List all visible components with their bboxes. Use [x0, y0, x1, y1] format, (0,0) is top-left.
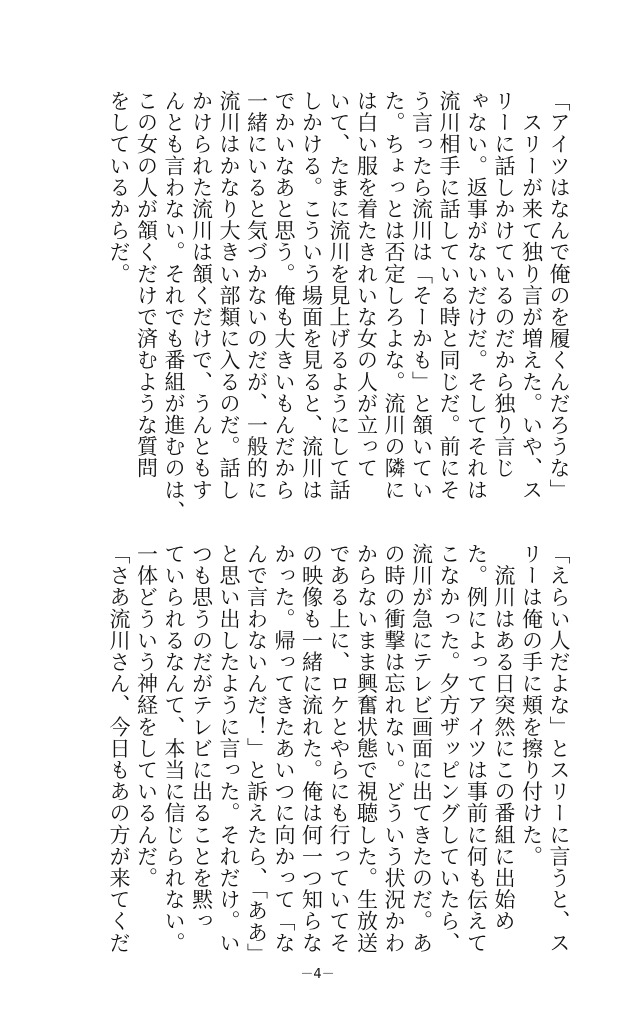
text-column: 「えらい人だよな」とスリーに言うと、ス: [547, 543, 571, 954]
text-column: でかいなあと思う。俺も大きいもんだから: [272, 90, 296, 501]
text-column: 「アイツはなんで俺のを履くんだろうな」: [547, 90, 571, 501]
text-column: 流川相手に話している時と同じだ。前にそ: [437, 90, 461, 501]
text-column: の時の衝撃は忘れない。どういう状況かわ: [382, 543, 406, 954]
text-column: からないまま興奮状態で視聴した。生放送: [354, 543, 379, 954]
text-column: しかける。こういう場面を見ると、流川は: [299, 90, 324, 501]
text-column: こなかった。夕方ザッピングしていたら、: [437, 543, 461, 954]
text-block-top: [105, 90, 573, 522]
text-column: つも思うのだがテレビに出ることを黙っ: [189, 543, 214, 932]
text-column: かった。帰ってきたあいつに向かって「な: [272, 543, 296, 954]
text-column: いて、たまに流川を見上げるようにして話: [327, 90, 351, 501]
page-number: －4－: [300, 967, 335, 982]
text-column: と思い出したように言った。それだけ。い: [217, 543, 241, 954]
text-column: 流川はかなり大きい部類に入るのだ。話し: [217, 90, 241, 501]
text-column: をしているからだ。: [107, 90, 131, 285]
text-column: た。例によってアイツは事前に何も伝えて: [464, 543, 489, 954]
text-column: である上に、ロケとやらにも行っていてそ: [327, 543, 351, 954]
text-column: 一緒にいると気づかないのだが、一般的に: [244, 90, 269, 501]
text-column: の映像も一緒に流れた。俺は何一つ知らな: [299, 543, 324, 954]
text-column: は白い服を着たきれいな女の人が立って: [354, 90, 379, 479]
text-column: リーは俺の手に頬を擦り付けた。: [519, 543, 544, 867]
text-column: う言ったら流川は「そーかも」と頷いてい: [409, 90, 434, 501]
text-column: ゃない。返事がないだけだ。そしてそれは: [464, 90, 489, 501]
text-column: んで言わないんだ！」と訴えたら、「ああ」: [244, 543, 269, 965]
text-column: んとも言わない。それでも番組が進むのは、: [162, 90, 186, 522]
text-column: ていられるなんて、本当に信じられない。: [162, 543, 186, 954]
text-block-bottom: [105, 543, 573, 965]
text-column: 流川が急にテレビ画面に出てきたのだ。あ: [409, 543, 434, 954]
text-column: 流川はある日突然にこの番組に出始め: [492, 543, 516, 932]
text-column: た。ちょっとは否定しろよな。流川の隣に: [382, 90, 406, 501]
text-column: リーに話しかけているのだから独り言じ: [492, 90, 516, 479]
text-column: かけられた流川は頷くだけで、うんともす: [189, 90, 214, 501]
text-column: この女の人が頷くだけで済むような質問: [134, 90, 159, 479]
text-column: スリーが来て独り言が増えた。いや、ス: [519, 90, 544, 501]
text-column: 一体どういう神経をしているんだ。: [134, 543, 159, 889]
text-column: 「さあ流川さん、今日もあの方が来てくだ: [107, 543, 131, 954]
